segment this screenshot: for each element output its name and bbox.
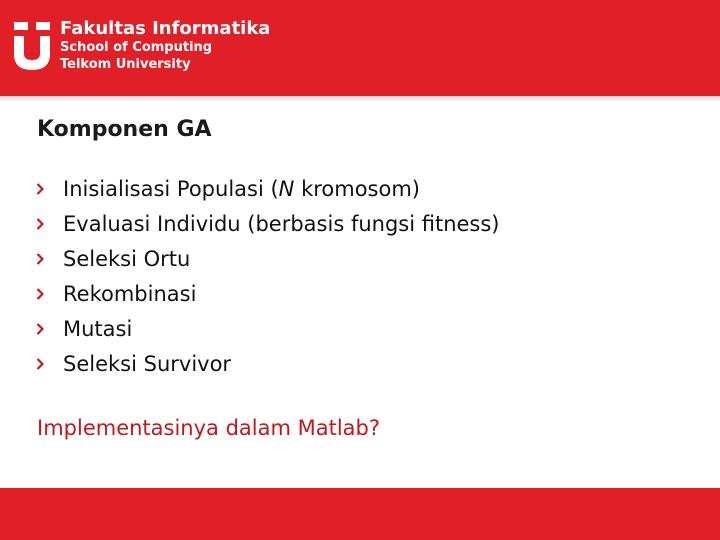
bullet-text: Rekombinasi: [63, 281, 197, 306]
bullet-item: [36, 171, 500, 206]
bullet-text: Seleksi Ortu: [63, 246, 191, 271]
chevron-right-icon: [36, 323, 63, 335]
slide-title: Komponen GA: [37, 117, 212, 142]
header-shadow: [0, 96, 720, 102]
bullet-text: Inisialisasi Populasi (N kromosom): [63, 176, 420, 201]
bullet-text: Mutasi: [63, 316, 133, 341]
chevron-right-icon: [36, 218, 63, 230]
chevron-right-icon: [36, 358, 63, 370]
bullet-item: [36, 206, 500, 241]
bullet-text: Seleksi Survivor: [63, 351, 232, 376]
chevron-right-icon: [36, 253, 63, 265]
university-name: Telkom University: [60, 57, 191, 72]
telkom-university-logo: [14, 18, 50, 70]
matlab-question: Implementasinya dalam Matlab?: [37, 416, 381, 440]
bullet-item: [36, 241, 500, 276]
bullet-item: [36, 346, 500, 381]
school-name: School of Computing: [60, 40, 213, 55]
chevron-right-icon: [36, 288, 63, 300]
bullet-item: [36, 311, 500, 346]
bullet-item: [36, 276, 500, 311]
bullet-text: Evaluasi Individu (berbasis fungsi fitness): [63, 211, 500, 236]
chevron-right-icon: [36, 183, 63, 195]
faculty-name: Fakultas Informatika: [60, 18, 271, 39]
header-band: [0, 0, 720, 96]
bullet-list: [36, 171, 500, 381]
bottom-bar: [0, 488, 720, 540]
